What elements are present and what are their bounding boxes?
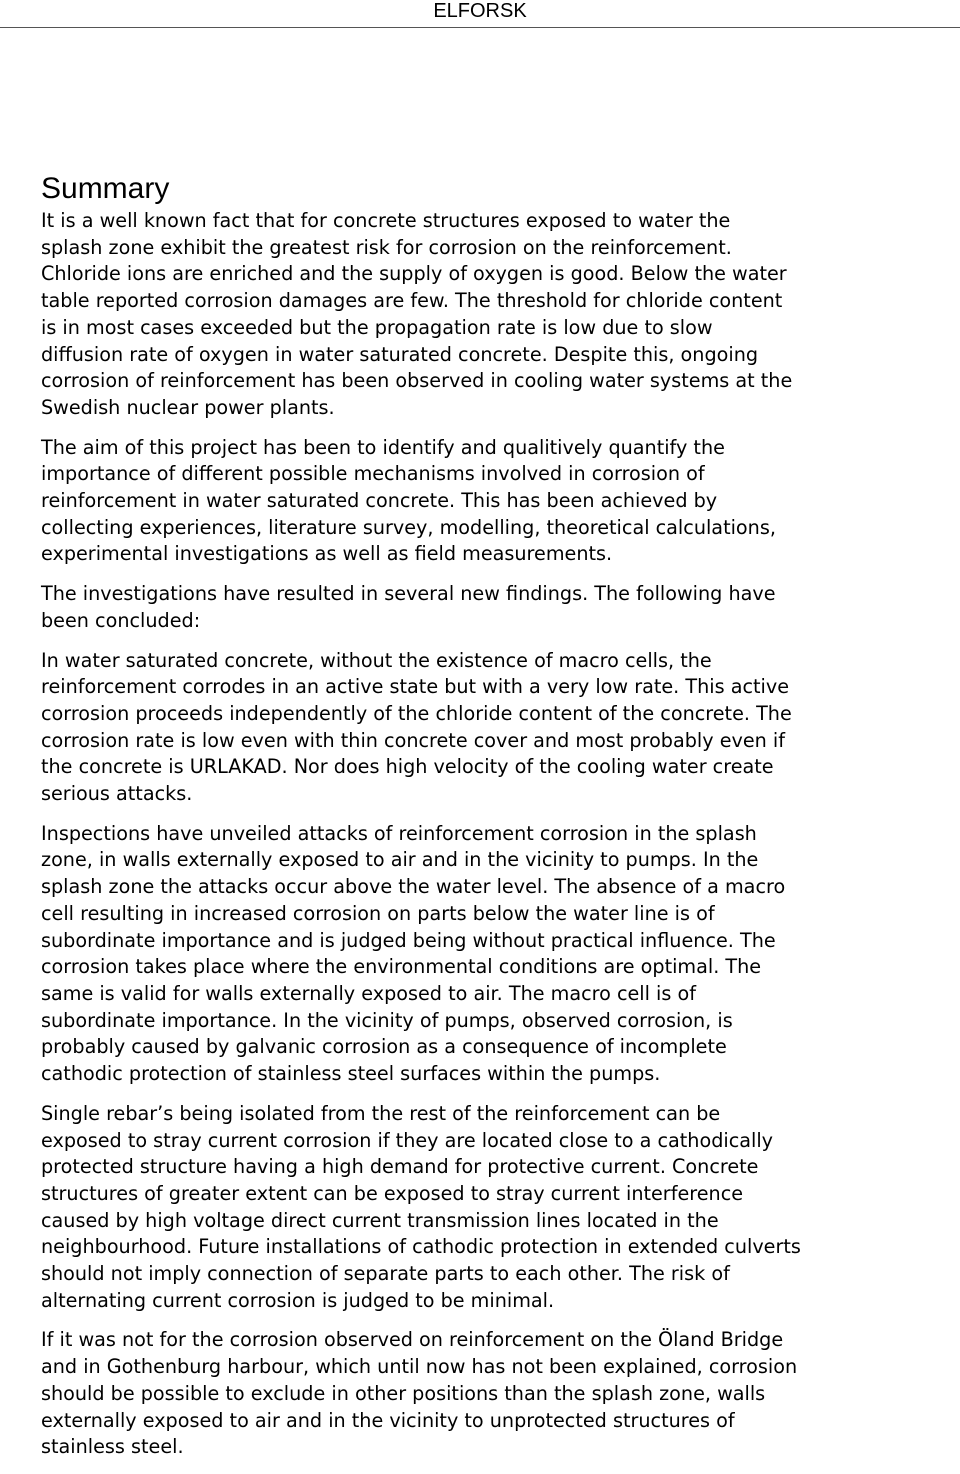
text-line: collecting experiences, literature survey, modelling, theoretical calculations, — [41, 515, 776, 539]
text-line: serious attacks. — [41, 782, 193, 806]
text-line: reinforcement corrodes in an active state but with a very low rate. This active — [41, 675, 790, 699]
header-title: ELFORSK — [433, 0, 527, 22]
paragraph — [41, 1101, 921, 1315]
text-line: subordinate importance. In the vicinity of pumps, observed corrosion, is — [41, 1008, 733, 1032]
text-line: experimental investigations as well as field measurements. — [41, 542, 613, 566]
text-line: should not imply connection of separate parts to each other. The risk of — [41, 1262, 730, 1286]
text-line: corrosion of reinforcement has been observed in cooling water systems at the — [41, 369, 793, 393]
text-line: table reported corrosion damages are few. The threshold for chloride content — [41, 289, 783, 313]
summary-body — [41, 208, 921, 1461]
text-line: Inspections have unveiled attacks of reinforcement corrosion in the splash — [41, 821, 757, 845]
text-line: The aim of this project has been to identify and qualitively quantify the — [41, 435, 725, 459]
text-line: diffusion rate of oxygen in water saturated concrete. Despite this, ongoing — [41, 342, 759, 366]
text-line: protected structure having a high demand for protective current. Concrete — [41, 1155, 759, 1179]
text-line: structures of greater extent can be exposed to stray current interference — [41, 1181, 744, 1205]
text-line: corrosion proceeds independently of the chloride content of the concrete. The — [41, 701, 792, 725]
text-line: cathodic protection of stainless steel surfaces within the pumps. — [41, 1062, 661, 1086]
page-header — [0, 0, 960, 28]
text-line: cell resulting in increased corrosion on parts below the water line is of — [41, 901, 715, 925]
text-line: subordinate importance and is judged being without practical influence. The — [41, 928, 776, 952]
text-line: stainless steel. — [41, 1435, 184, 1459]
text-line: been concluded: — [41, 608, 201, 632]
text-line: and in Gothenburg harbour, which until now has not been explained, corrosion — [41, 1355, 798, 1379]
text-line: Single rebar’s being isolated from the rest of the reinforcement can be — [41, 1101, 721, 1125]
text-line: Chloride ions are enriched and the supply of oxygen is good. Below the water — [41, 262, 787, 286]
text-line: In water saturated concrete, without the existence of macro cells, the — [41, 648, 712, 672]
text-line: neighbourhood. Future installations of cathodic protection in extended culverts — [41, 1235, 801, 1259]
text-line: should be possible to exclude in other positions than the splash zone, walls — [41, 1381, 766, 1405]
text-line: externally exposed to air and in the vicinity to unprotected structures of — [41, 1408, 735, 1432]
text-line: splash zone the attacks occur above the water level. The absence of a macro — [41, 875, 786, 899]
text-line: exposed to stray current corrosion if they are located close to a cathodically — [41, 1128, 774, 1152]
paragraph — [41, 435, 921, 569]
paragraph — [41, 821, 921, 1088]
text-line: The investigations have resulted in several new findings. The following have — [41, 582, 776, 606]
summary-heading: Summary — [41, 172, 170, 205]
paragraph — [41, 208, 921, 422]
text-line: is in most cases exceeded but the propagation rate is low due to slow — [41, 315, 713, 339]
text-line: probably caused by galvanic corrosion as a consequence of incomplete — [41, 1035, 727, 1059]
text-line: importance of different possible mechanisms involved in corrosion of — [41, 462, 705, 486]
text-line: Swedish nuclear power plants. — [41, 395, 335, 419]
paragraph — [41, 1327, 921, 1461]
text-line: the concrete is URLAKAD. Nor does high velocity of the cooling water create — [41, 755, 774, 779]
text-line: reinforcement in water saturated concrete. This has been achieved by — [41, 489, 718, 513]
text-line: zone, in walls externally exposed to air and in the vicinity to pumps. In the — [41, 848, 759, 872]
paragraph — [41, 581, 921, 634]
paragraph — [41, 648, 921, 808]
text-line: caused by high voltage direct current transmission lines located in the — [41, 1208, 719, 1232]
text-line: same is valid for walls externally exposed to air. The macro cell is of — [41, 981, 696, 1005]
text-line: corrosion rate is low even with thin concrete cover and most probably even if — [41, 728, 786, 752]
text-line: splash zone exhibit the greatest risk for corrosion on the reinforcement. — [41, 235, 732, 259]
text-line: corrosion takes place where the environmental conditions are optimal. The — [41, 955, 762, 979]
summary-section — [41, 170, 921, 1474]
text-line: If it was not for the corrosion observed on reinforcement on the Öland Bridge — [41, 1328, 784, 1352]
text-line: alternating current corrosion is judged to be minimal. — [41, 1288, 555, 1312]
text-line: It is a well known fact that for concrete structures exposed to water the — [41, 209, 731, 232]
